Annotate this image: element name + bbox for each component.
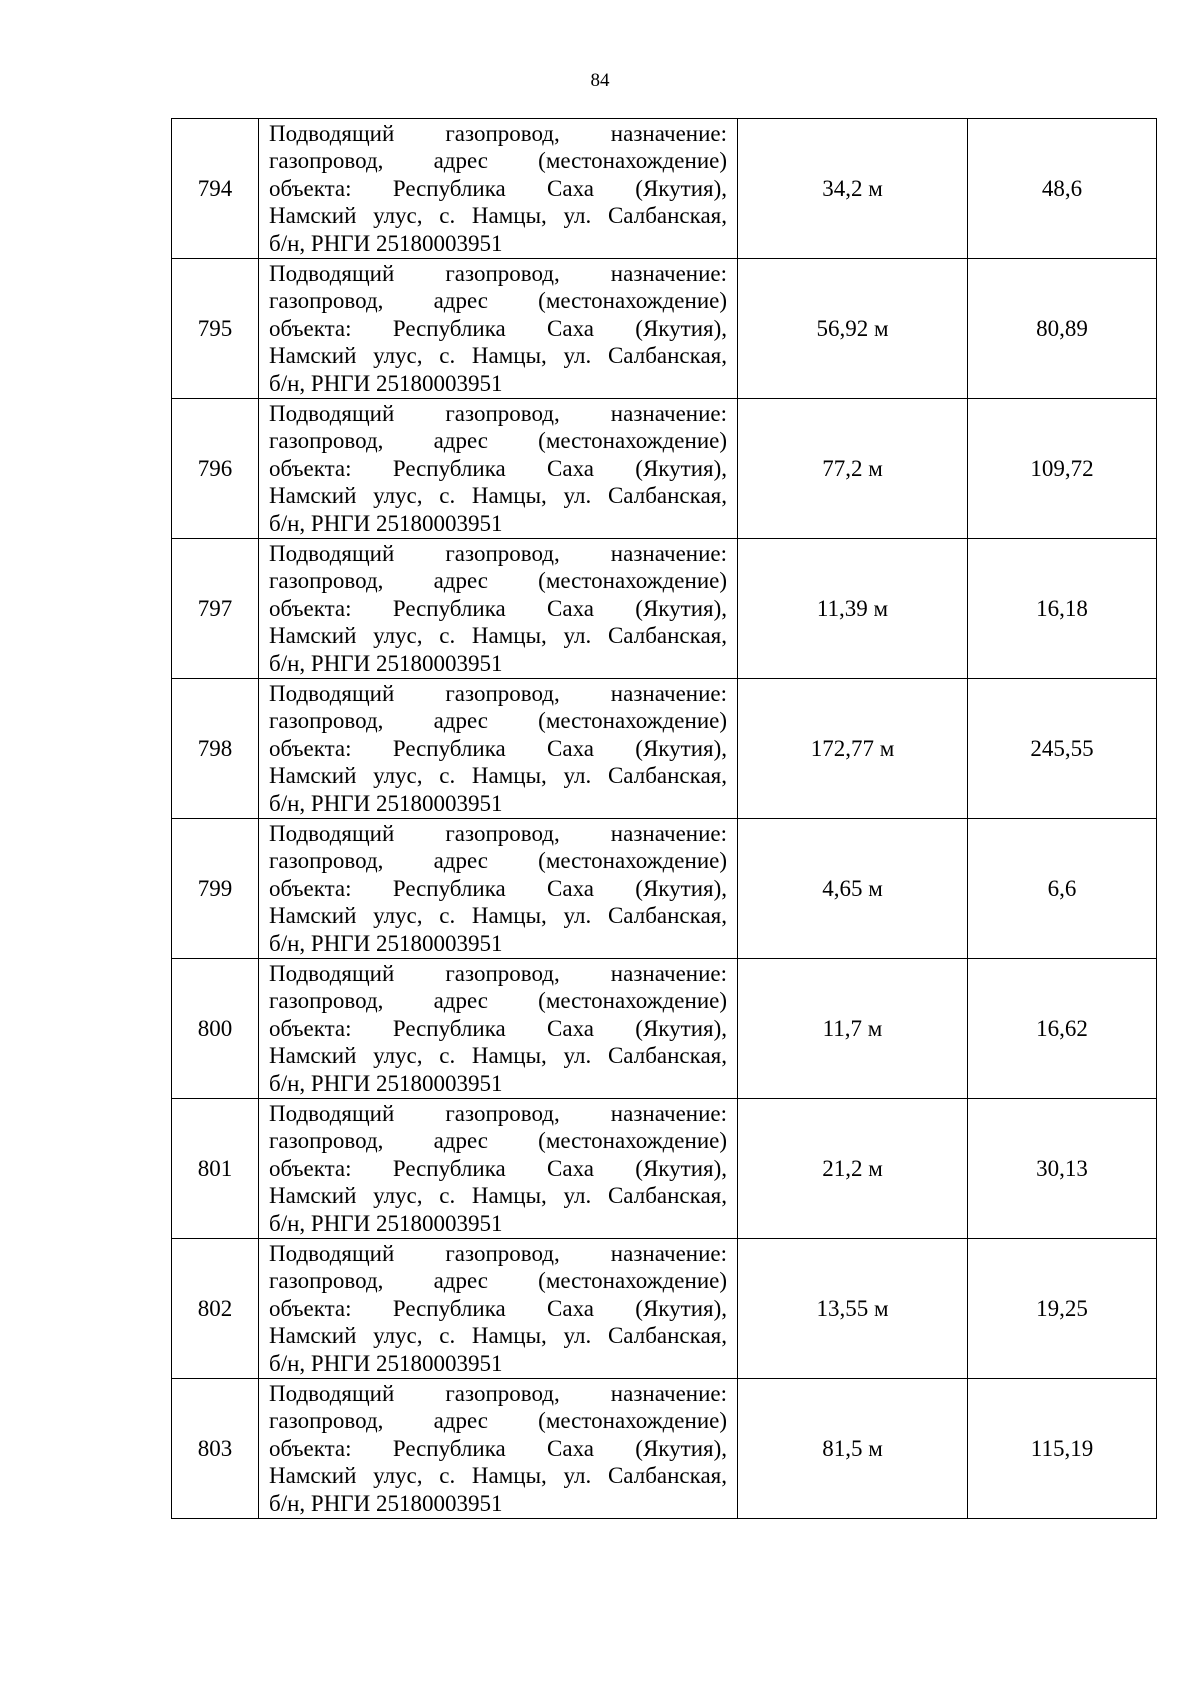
description-line: газопровод, адрес (местонахождение) bbox=[269, 1128, 727, 1154]
description-line: газопровод, адрес (местонахождение) bbox=[269, 148, 727, 174]
description-line: объекта: Республика Саха (Якутия), bbox=[269, 175, 727, 201]
object-description bbox=[259, 539, 738, 679]
description-line: Намский улус, с. Намцы, ул. Салбанская, bbox=[269, 903, 727, 929]
description-line: Намский улус, с. Намцы, ул. Салбанская, bbox=[269, 483, 727, 509]
description-line: б/н, РНГИ 25180003951 bbox=[269, 1490, 503, 1516]
object-length: 21,2 м bbox=[738, 1099, 968, 1239]
registry-table bbox=[171, 118, 1157, 1519]
description-line: Подводящий газопровод, назначение: bbox=[269, 820, 727, 846]
object-description bbox=[259, 119, 738, 259]
table-row bbox=[172, 259, 1157, 399]
object-length: 172,77 м bbox=[738, 679, 968, 819]
object-description bbox=[259, 959, 738, 1099]
row-number: 802 bbox=[172, 1239, 259, 1379]
object-description bbox=[259, 679, 738, 819]
table-row bbox=[172, 819, 1157, 959]
object-description bbox=[259, 259, 738, 399]
object-description bbox=[259, 1239, 738, 1379]
row-number: 798 bbox=[172, 679, 259, 819]
description-line: б/н, РНГИ 25180003951 bbox=[269, 1070, 503, 1096]
registry-table-body bbox=[172, 119, 1157, 1519]
description-line: газопровод, адрес (местонахождение) bbox=[269, 848, 727, 874]
description-line: б/н, РНГИ 25180003951 bbox=[269, 790, 503, 816]
table-row bbox=[172, 399, 1157, 539]
table-row bbox=[172, 679, 1157, 819]
description-line: Намский улус, с. Намцы, ул. Салбанская, bbox=[269, 1463, 727, 1489]
object-length: 56,92 м bbox=[738, 259, 968, 399]
object-length: 81,5 м bbox=[738, 1379, 968, 1519]
object-value: 109,72 bbox=[968, 399, 1157, 539]
description-line: Подводящий газопровод, назначение: bbox=[269, 540, 727, 566]
description-line: газопровод, адрес (местонахождение) bbox=[269, 708, 727, 734]
description-line: Подводящий газопровод, назначение: bbox=[269, 1240, 727, 1266]
description-line: объекта: Республика Саха (Якутия), bbox=[269, 315, 727, 341]
description-line: Подводящий газопровод, назначение: bbox=[269, 400, 727, 426]
description-line: б/н, РНГИ 25180003951 bbox=[269, 1350, 503, 1376]
description-line: объекта: Республика Саха (Якутия), bbox=[269, 455, 727, 481]
description-line: газопровод, адрес (местонахождение) bbox=[269, 1408, 727, 1434]
object-description bbox=[259, 399, 738, 539]
description-line: объекта: Республика Саха (Якутия), bbox=[269, 595, 727, 621]
object-length: 13,55 м bbox=[738, 1239, 968, 1379]
description-line: объекта: Республика Саха (Якутия), bbox=[269, 875, 727, 901]
description-line: газопровод, адрес (местонахождение) bbox=[269, 1268, 727, 1294]
row-number: 794 bbox=[172, 119, 259, 259]
row-number: 795 bbox=[172, 259, 259, 399]
description-line: газопровод, адрес (местонахождение) bbox=[269, 568, 727, 594]
description-line: б/н, РНГИ 25180003951 bbox=[269, 1210, 503, 1236]
page-number: 84 bbox=[590, 70, 610, 91]
description-line: б/н, РНГИ 25180003951 bbox=[269, 650, 503, 676]
description-line: б/н, РНГИ 25180003951 bbox=[269, 510, 503, 536]
row-number: 796 bbox=[172, 399, 259, 539]
row-number: 799 bbox=[172, 819, 259, 959]
description-line: газопровод, адрес (местонахождение) bbox=[269, 428, 727, 454]
object-description bbox=[259, 819, 738, 959]
description-line: Подводящий газопровод, назначение: bbox=[269, 960, 727, 986]
table-row bbox=[172, 1239, 1157, 1379]
description-line: объекта: Республика Саха (Якутия), bbox=[269, 1155, 727, 1181]
description-line: Намский улус, с. Намцы, ул. Салбанская, bbox=[269, 623, 727, 649]
row-number: 803 bbox=[172, 1379, 259, 1519]
object-value: 80,89 bbox=[968, 259, 1157, 399]
table-row bbox=[172, 1379, 1157, 1519]
table-row bbox=[172, 539, 1157, 679]
object-value: 16,62 bbox=[968, 959, 1157, 1099]
description-line: Намский улус, с. Намцы, ул. Салбанская, bbox=[269, 763, 727, 789]
row-number: 797 bbox=[172, 539, 259, 679]
description-line: Подводящий газопровод, назначение: bbox=[269, 1380, 727, 1406]
object-length: 77,2 м bbox=[738, 399, 968, 539]
description-line: Подводящий газопровод, назначение: bbox=[269, 1100, 727, 1126]
description-line: объекта: Республика Саха (Якутия), bbox=[269, 1295, 727, 1321]
table-row bbox=[172, 119, 1157, 259]
object-value: 16,18 bbox=[968, 539, 1157, 679]
description-line: Подводящий газопровод, назначение: bbox=[269, 260, 727, 286]
object-value: 115,19 bbox=[968, 1379, 1157, 1519]
description-line: Намский улус, с. Намцы, ул. Салбанская, bbox=[269, 1323, 727, 1349]
object-length: 11,7 м bbox=[738, 959, 968, 1099]
object-length: 4,65 м bbox=[738, 819, 968, 959]
table-row bbox=[172, 959, 1157, 1099]
description-line: Намский улус, с. Намцы, ул. Салбанская, bbox=[269, 1043, 727, 1069]
object-value: 48,6 bbox=[968, 119, 1157, 259]
table-row bbox=[172, 1099, 1157, 1239]
description-line: Намский улус, с. Намцы, ул. Салбанская, bbox=[269, 1183, 727, 1209]
description-line: б/н, РНГИ 25180003951 bbox=[269, 930, 503, 956]
description-line: б/н, РНГИ 25180003951 bbox=[269, 370, 503, 396]
object-length: 11,39 м bbox=[738, 539, 968, 679]
description-line: Подводящий газопровод, назначение: bbox=[269, 120, 727, 146]
object-value: 19,25 bbox=[968, 1239, 1157, 1379]
description-line: Намский улус, с. Намцы, ул. Салбанская, bbox=[269, 203, 727, 229]
description-line: объекта: Республика Саха (Якутия), bbox=[269, 735, 727, 761]
object-value: 6,6 bbox=[968, 819, 1157, 959]
object-description bbox=[259, 1379, 738, 1519]
description-line: Подводящий газопровод, назначение: bbox=[269, 680, 727, 706]
row-number: 800 bbox=[172, 959, 259, 1099]
description-line: б/н, РНГИ 25180003951 bbox=[269, 230, 503, 256]
row-number: 801 bbox=[172, 1099, 259, 1239]
object-description bbox=[259, 1099, 738, 1239]
object-value: 245,55 bbox=[968, 679, 1157, 819]
description-line: газопровод, адрес (местонахождение) bbox=[269, 288, 727, 314]
description-line: объекта: Республика Саха (Якутия), bbox=[269, 1435, 727, 1461]
description-line: Намский улус, с. Намцы, ул. Салбанская, bbox=[269, 343, 727, 369]
object-value: 30,13 bbox=[968, 1099, 1157, 1239]
description-line: объекта: Республика Саха (Якутия), bbox=[269, 1015, 727, 1041]
object-length: 34,2 м bbox=[738, 119, 968, 259]
description-line: газопровод, адрес (местонахождение) bbox=[269, 988, 727, 1014]
